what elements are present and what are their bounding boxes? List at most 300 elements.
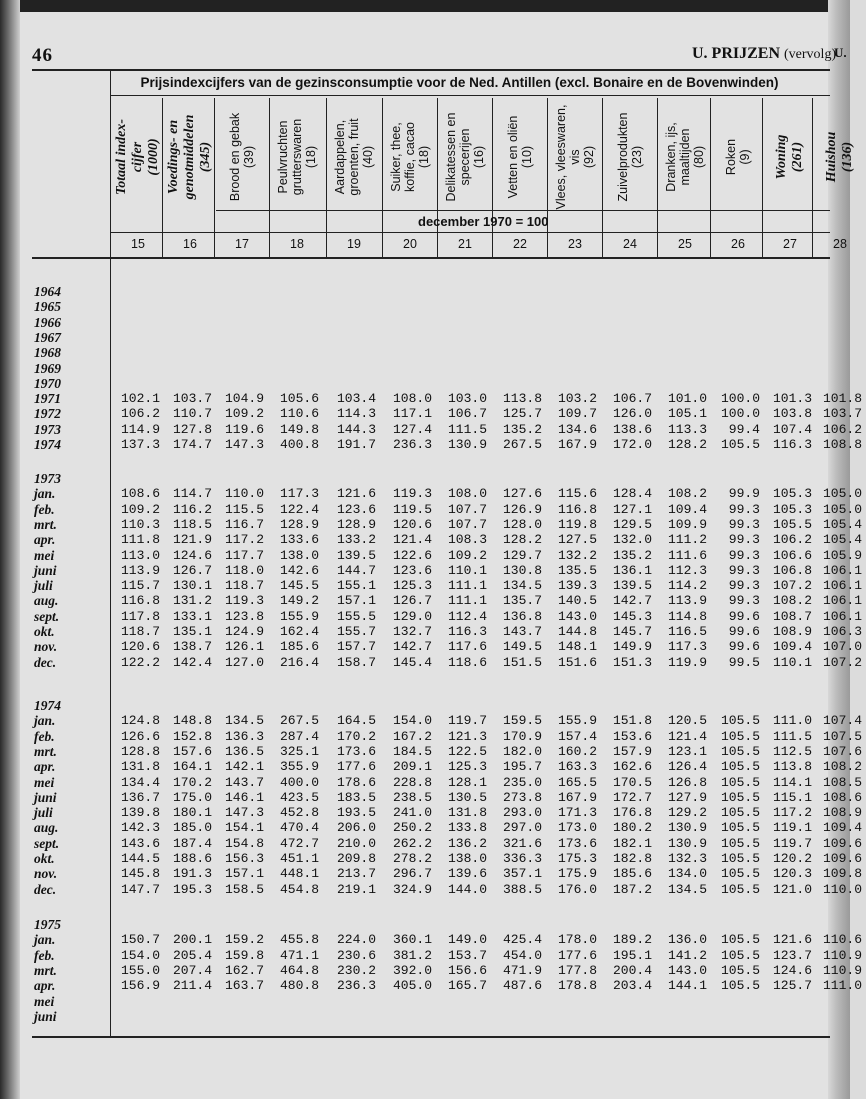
table-cell: 139.8 [120,805,160,821]
column-number-20: 20 [403,237,417,251]
table-cell: 177.6 [557,947,597,963]
table-cell: 136.2 [447,835,487,851]
table-cell: 114.8 [667,608,707,624]
table-cell: 111.2 [667,532,707,548]
table-cell: 147.3 [224,805,264,821]
table-cell: 464.8 [279,962,319,978]
table-cell: 105.5 [720,835,760,851]
table-cell: 163.3 [557,759,597,775]
table-cell: 115.7 [120,578,160,594]
table-cell: 116.8 [557,501,597,517]
column-header-19 [328,98,380,216]
table-cell: 127.1 [612,501,652,517]
table-cell: 111.1 [447,593,487,609]
table-cell: 134.5 [502,578,542,594]
year-row-label: 1964 [34,284,61,299]
table-cell: 121.4 [667,728,707,744]
table-cell: 119.1 [772,820,812,836]
table-cell: 172.7 [612,789,652,805]
table-cell: 155.0 [120,962,160,978]
table-cell: 104.9 [224,391,264,407]
table-cell: 112.4 [447,608,487,624]
table-cell: 132.0 [612,532,652,548]
table-cell: 203.4 [612,978,652,994]
table-cell: 149.2 [279,593,319,609]
table-cell: 135.2 [612,547,652,563]
table-cell: 293.0 [502,805,542,821]
year-row-label: 1968 [34,345,61,361]
table-cell: 162.7 [224,962,264,978]
table-cell: 157.1 [224,866,264,882]
table-cell: 106.6 [772,547,812,563]
table-cell: 151.6 [557,654,597,670]
table-cell: 128.8 [120,743,160,759]
row-label: feb. [34,501,55,517]
row-label: sept. [34,835,60,851]
table-cell: 174.7 [172,437,212,452]
table-cell: 448.1 [279,866,319,882]
table-cell: 123.1 [667,743,707,759]
table-cell: 106.1 [822,608,862,624]
column-header-24 [604,98,656,216]
table-cell: 157.1 [336,593,376,609]
table-cell: 262.2 [392,835,432,851]
table-cell: 121.9 [172,532,212,548]
table-cell: 142.4 [172,654,212,670]
table-cell: 129.7 [502,547,542,563]
table-cell: 267.5 [279,713,319,729]
table-cell: 126.0 [612,406,652,422]
table-cell: 113.0 [120,547,160,563]
table-cell: 480.8 [279,978,319,994]
table-cell: 144.8 [557,624,597,639]
table-cell: 129.2 [667,805,707,821]
column-number-19: 19 [347,237,361,251]
table-cell: 113.8 [502,391,542,407]
table-cell: 178.6 [336,774,376,790]
row-label: juni [34,789,57,805]
row-label: dec. [34,881,57,897]
table-cell: 136.5 [224,743,264,759]
column-number-16: 16 [183,237,197,251]
table-cell: 105.5 [720,820,760,836]
table-cell: 121.6 [772,932,812,948]
table-cell: 123.8 [224,608,264,624]
table-cell: 185.6 [279,639,319,655]
table-cell: 155.9 [279,608,319,624]
year-heading-1975: 1975 [34,917,61,932]
table-cell: 138.7 [172,639,212,655]
table-cell: 156.6 [447,962,487,978]
table-cell: 148.8 [172,713,212,729]
table-cell: 133.8 [447,820,487,836]
table-cell: 176.0 [557,881,597,897]
column-separator [326,98,327,258]
table-cell: 99.6 [728,624,760,639]
table-cell: 154.0 [392,713,432,729]
table-cell: 149.8 [279,421,319,437]
table-cell: 142.3 [120,820,160,836]
table-cell: 105.5 [720,743,760,759]
row-label: nov. [34,866,58,882]
table-cell: 121.4 [392,532,432,548]
table-cell: 455.8 [279,932,319,948]
table-cell: 210.0 [336,835,376,851]
table-cell: 128.4 [612,486,652,502]
row-label: dec. [34,654,57,670]
table-cell: 145.8 [120,866,160,882]
table-cell: 107.4 [772,421,812,437]
table-cell: 131.8 [447,805,487,821]
table-cell: 105.0 [822,486,862,502]
table-cell: 110.1 [772,654,812,670]
table-cell: 159.8 [224,947,264,963]
table-cell: 105.5 [720,759,760,775]
table-cell: 178.8 [557,978,597,994]
table-cell: 109.4 [822,820,862,836]
table-cell: 128.0 [502,516,542,532]
row-label: 1973 [34,421,61,437]
table-cell: 487.6 [502,978,542,994]
table-cell: 325.1 [279,743,319,759]
column-header-27 [764,98,816,216]
table-cell: 180.2 [612,820,652,836]
table-cell: 107.4 [822,713,862,729]
table-cell: 105.5 [720,851,760,866]
table-cell: 126.9 [502,501,542,517]
table-cell: 99.3 [728,562,760,578]
table-cell: 111.0 [772,713,812,729]
table-cell: 128.1 [447,774,487,790]
table-cell: 117.8 [120,608,160,624]
table-cell: 128.2 [502,532,542,548]
table-cell: 185.6 [612,866,652,882]
table-cell: 176.8 [612,805,652,821]
column-number-23: 23 [568,237,582,251]
table-cell: 127.8 [172,421,212,437]
table-cell: 230.2 [336,962,376,978]
table-cell: 111.8 [120,532,160,548]
table-cell: 133.1 [172,608,212,624]
table-cell: 139.5 [612,578,652,594]
table-cell: 143.0 [557,608,597,624]
table-cell: 167.2 [392,728,432,744]
table-cell: 116.3 [447,624,487,639]
column-header-25 [659,98,711,216]
table-cell: 115.1 [772,789,812,805]
table-cell: 99.9 [728,486,760,502]
table-cell: 400.0 [279,774,319,790]
table-cell: 187.4 [172,835,212,851]
table-cell: 105.5 [720,947,760,963]
table-cell: 99.3 [728,516,760,532]
table-cell: 108.0 [447,486,487,502]
table-cell: 128.9 [279,516,319,532]
base-period-label: december 1970 = 100 [418,214,549,229]
table-cell: 130.5 [447,789,487,805]
table-cell: 321.6 [502,835,542,851]
table-cell: 170.9 [502,728,542,744]
table-cell: 167.9 [557,789,597,805]
table-cell: 470.4 [279,820,319,836]
table-cell: 145.7 [612,624,652,639]
table-cell: 121.6 [336,486,376,502]
column-header-text: Vetten en oliën (10) [506,115,534,199]
row-label: aug. [34,820,59,836]
table-cell: 151.8 [612,713,652,729]
table-cell: 126.7 [392,593,432,609]
row-label: juni [34,562,57,578]
table-cell: 108.7 [772,608,812,624]
table-cell: 126.1 [224,639,264,655]
table-cell: 102.1 [120,391,160,407]
table-cell: 324.9 [392,881,432,897]
table-cell: 127.9 [667,789,707,805]
table-cell: 106.7 [447,406,487,422]
table-cell: 129.5 [612,516,652,532]
column-number-21: 21 [458,237,472,251]
table-cell: 454.8 [279,881,319,897]
table-cell: 130.1 [172,578,212,594]
table-cell: 112.5 [772,743,812,759]
column-number-26: 26 [731,237,745,251]
table-cell: 109.4 [772,639,812,655]
table-cell: 108.5 [822,774,862,790]
column-separator [162,98,163,258]
table-cell: 209.1 [392,759,432,775]
table-cell: 213.7 [336,866,376,882]
table-cell: 157.7 [336,639,376,655]
table-cell: 106.7 [612,391,652,407]
table-cell: 273.8 [502,789,542,805]
table-cell: 103.2 [557,391,597,407]
column-header-text: Voedings- en genotmiddelen (345) [166,114,213,200]
table-cell: 130.9 [667,820,707,836]
table-cell: 105.5 [720,805,760,821]
table-cell: 99.3 [728,532,760,548]
table-cell: 143.0 [667,962,707,978]
table-cell: 177.6 [336,759,376,775]
table-cell: 139.5 [336,547,376,563]
table-cell: 103.7 [172,391,212,407]
column-separator [547,98,548,258]
table-cell: 471.1 [279,947,319,963]
table-cell: 110.6 [279,406,319,422]
table-cell: 216.4 [279,654,319,670]
table-cell: 142.7 [392,639,432,655]
table-cell: 219.1 [336,881,376,897]
page-number: 46 [32,45,53,66]
column-separator [762,98,763,258]
table-cell: 122.2 [120,654,160,670]
table-cell: 107.0 [822,639,862,655]
table-cell: 107.7 [447,516,487,532]
column-header-text: Brood en gebak (39) [228,112,256,202]
table-cell: 110.1 [447,562,487,578]
column-header-text: Delikatessen en specerijen (16) [444,112,486,202]
table-cell: 120.5 [667,713,707,729]
table-cell: 144.3 [336,421,376,437]
column-header-text: Totaal index- cijfer (1000) [114,118,161,196]
row-label: juli [34,805,53,821]
table-cell: 105.5 [772,516,812,532]
table-cell: 112.3 [667,562,707,578]
row-label: jan. [34,932,56,948]
table-cell: 134.6 [557,421,597,437]
table-cell: 117.3 [667,639,707,655]
table-cell: 99.3 [728,501,760,517]
table-cell: 451.1 [279,851,319,866]
row-label: mei [34,774,55,790]
table-cell: 136.0 [667,932,707,948]
table-cell: 108.0 [392,391,432,407]
header-bottom-rule [32,257,830,259]
column-separator [812,98,813,258]
table-cell: 355.9 [279,759,319,775]
table-cell: 126.6 [120,728,160,744]
table-cell: 117.6 [447,639,487,655]
table-cell: 144.0 [447,881,487,897]
table-cell: 117.2 [224,532,264,548]
book-gutter-left [0,0,20,1099]
table-cell: 149.9 [612,639,652,655]
table-cell: 127.4 [392,421,432,437]
column-header-text: Suiker, thee, koffie, cacao (18) [389,122,431,192]
table-cell: 99.3 [728,547,760,563]
table-cell: 105.1 [667,406,707,422]
table-cell: 106.1 [822,562,862,578]
column-header-18 [271,98,323,216]
table-cell: 185.0 [172,820,212,836]
table-cell: 133.6 [279,532,319,548]
table-cell: 159.2 [224,932,264,948]
table-cell: 131.2 [172,593,212,609]
table-cell: 126.7 [172,562,212,578]
table-cell: 119.3 [392,486,432,502]
table-cell: 170.2 [336,728,376,744]
table-cell: 136.7 [120,789,160,805]
column-header-text: Huishou (136) [824,131,855,183]
table-cell: 153.6 [612,728,652,744]
table-cell: 111.0 [822,978,862,994]
table-cell: 128.2 [667,437,707,452]
table-cell: 113.9 [667,593,707,609]
table-cell: 125.7 [772,978,812,994]
table-cell: 163.7 [224,978,264,994]
table-cell: 113.9 [120,562,160,578]
row-label: mrt. [34,743,57,759]
table-cell: 117.2 [772,805,812,821]
table-cell: 238.5 [392,789,432,805]
table-cell: 105.3 [772,501,812,517]
top-rule [32,69,830,71]
table-cell: 224.0 [336,932,376,948]
table-cell: 130.8 [502,562,542,578]
table-cell: 143.6 [120,835,160,851]
table-cell: 164.1 [172,759,212,775]
table-cell: 134.0 [667,866,707,882]
row-label: mrt. [34,962,57,978]
table-cell: 173.0 [557,820,597,836]
section-title-text: U. PRIJZEN [692,45,781,62]
table-cell: 153.7 [447,947,487,963]
table-cell: 154.1 [224,820,264,836]
table-cell: 170.5 [612,774,652,790]
table-cell: 149.5 [502,639,542,655]
table-cell: 132.2 [557,547,597,563]
table-cell: 236.3 [336,978,376,994]
column-header-text: Zuivelprodukten (23) [616,112,644,202]
table-cell: 119.9 [667,654,707,670]
table-cell: 381.2 [392,947,432,963]
table-cell: 105.6 [279,391,319,407]
table-cell: 103.7 [822,406,862,422]
column-header-16 [164,98,216,216]
column-separator [269,98,270,258]
row-label: apr. [34,759,56,775]
year-heading-1974: 1974 [34,698,61,713]
table-cell: 357.1 [502,866,542,882]
table-cell: 123.6 [336,501,376,517]
table-cell: 110.9 [822,962,862,978]
table-cell: 250.2 [392,820,432,836]
table-cell: 135.5 [557,562,597,578]
table-cell: 142.7 [612,593,652,609]
table-cell: 206.0 [336,820,376,836]
table-cell: 99.4 [728,421,760,437]
column-number-28: 28 [833,237,847,251]
column-number-17: 17 [235,237,249,251]
table-cell: 132.3 [667,851,707,866]
table-cell: 122.5 [447,743,487,759]
row-label: juni [34,1008,57,1024]
table-cell: 138.6 [612,421,652,437]
table-cell: 105.5 [720,713,760,729]
table-cell: 149.0 [447,932,487,948]
table-cell: 145.5 [279,578,319,594]
table-cell: 167.9 [557,437,597,452]
table-cell: 119.8 [557,516,597,532]
table-cell: 228.8 [392,774,432,790]
table-cell: 105.5 [720,789,760,805]
table-cell: 108.6 [120,486,160,502]
table-cell: 152.8 [172,728,212,744]
table-cell: 105.5 [720,962,760,978]
table-cell: 134.5 [224,713,264,729]
table-cell: 134.4 [120,774,160,790]
table-cell: 116.7 [224,516,264,532]
table-cell: 170.2 [172,774,212,790]
table-cell: 110.7 [172,406,212,422]
table-cell: 139.6 [447,866,487,882]
table-cell: 209.8 [336,851,376,866]
section-title [692,45,836,63]
table-cell: 126.4 [667,759,707,775]
section-title-continued: (vervolg) [784,47,837,62]
table-cell: 135.7 [502,593,542,609]
table-cell: 120.3 [772,866,812,882]
table-cell: 99.3 [728,578,760,594]
table-cell: 454.0 [502,947,542,963]
table-cell: 158.7 [336,654,376,670]
column-number-18: 18 [290,237,304,251]
table-cell: 155.5 [336,608,376,624]
table-cell: 116.8 [120,593,160,609]
table-cell: 150.7 [120,932,160,948]
table-cell: 157.4 [557,728,597,744]
table-cell: 109.6 [822,835,862,851]
table-cell: 103.0 [447,391,487,407]
